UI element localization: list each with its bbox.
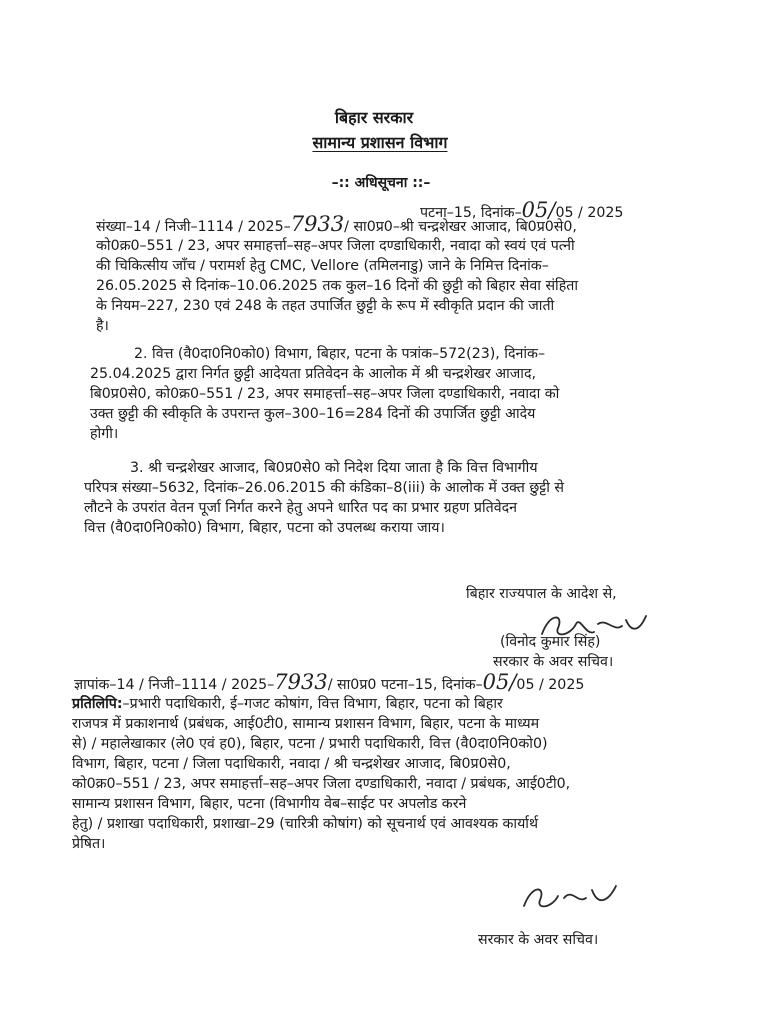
ref-number-suffix: / सा0प्र0–श्री चन्द्रशेखर आजाद, बि0प्र0से0, bbox=[344, 219, 577, 235]
copy-to-block bbox=[72, 694, 570, 854]
handwritten-memo-date: 05/ bbox=[482, 670, 517, 694]
ref-number-prefix: संख्या–14 / निजी–1114 / 2025– bbox=[96, 219, 291, 235]
text-line: विभाग, बिहार, पटना / जिला पदाधिकारी, नवादा / श्री चन्द्रशेखर आजाद, बि0प्र0से0, bbox=[72, 756, 511, 772]
text-line: लौटने के उपरांत वेतन पूर्जा निर्गत करने हेतु अपने धारित पद का प्रभार ग्रहण प्रतिवेदन bbox=[84, 500, 518, 516]
date-rest: 05 / 2025 bbox=[555, 205, 624, 221]
paragraph-1 bbox=[96, 236, 578, 336]
handwritten-memo-number: 7933 bbox=[274, 670, 328, 694]
text-line: 2. वित्त (वै0दा0नि0को0) विभाग, बिहार, पटना के पत्रांक–572(23), दिनांक– bbox=[134, 346, 546, 362]
department-title: सामान्य प्रशासन विभाग bbox=[312, 133, 448, 152]
text-line: 3. श्री चन्द्रशेखर आजाद, बि0प्र0से0 को निदेश दिया जाता है कि वित्त विभागीय bbox=[130, 460, 538, 476]
government-title: बिहार सरकार bbox=[334, 108, 414, 127]
handwritten-number: 7933 bbox=[290, 212, 345, 236]
memo-number bbox=[74, 672, 584, 695]
reference-number bbox=[96, 214, 577, 237]
text-line: को0क्र0–551 / 23, अपर समाहर्त्ता–सह–अपर जिला दण्डाधिकारी, नवादा को स्वयं एवं पत्नी bbox=[96, 238, 575, 254]
text-line: को0क्र0–551 / 23, अपर समाहर्त्ता–सह–अपर जिला दण्डाधिकारी, नवादा / प्रबंधक, आई0टी0, bbox=[72, 776, 571, 792]
memo-date-rest: 05 / 2025 bbox=[516, 677, 585, 693]
copy-label: प्रतिलिपि: bbox=[72, 696, 123, 712]
handwritten-date: 05/ bbox=[521, 198, 556, 222]
text-line: 25.04.2025 द्वारा निर्गत छुट्टी आदेयता प्रतिवेदन के आलोक में श्री चन्द्रशेखर आजाद, bbox=[90, 366, 536, 382]
text-line: 26.05.2025 से दिनांक–10.06.2025 तक कुल–16 दिनों की छुट्टी को बिहार सेवा संहिता bbox=[96, 278, 579, 294]
signature-2 bbox=[520, 876, 630, 920]
by-order-line: बिहार राज्यपाल के आदेश से, bbox=[466, 586, 617, 602]
place-date-prefix: पटना–15, दिनांक– bbox=[420, 205, 522, 221]
copy-line-first bbox=[72, 694, 570, 714]
text-line: की चिकित्सीय जाँच / परामर्श हेतु CMC, Vellore (तमिलनाडु) जाने के निमित्त दिनांक– bbox=[96, 258, 549, 274]
notification-heading: –:: अधिसूचना ::– bbox=[331, 175, 431, 191]
memo-prefix: ज्ञापांक–14 / निजी–1114 / 2025– bbox=[74, 677, 275, 693]
text-line: के नियम–227, 230 एवं 248 के तहत उपार्जित छुट्टी के रूप में स्वीकृति प्रदान की जाती bbox=[96, 298, 555, 314]
text-line: उक्त छुट्टी की स्वीकृति के उपरान्त कुल–300–16=284 दिनों की उपार्जित छुट्टी आदेय bbox=[90, 406, 536, 422]
copy-text: –प्रभारी पदाधिकारी, ई–गजट कोषांग, वित्त विभाग, बिहार, पटना को बिहार bbox=[122, 696, 503, 712]
text-line: बि0प्र0से0, को0क्र0–551 / 23, अपर समाहर्त्ता–सह–अपर जिला दण्डाधिकारी, नवादा को bbox=[90, 386, 560, 402]
text-line: से) / महालेखाकार (ले0 एवं ह0), बिहार, पटना / प्रभारी पदाधिकारी, वित्त (वै0दा0नि0को0) bbox=[72, 736, 548, 752]
text-line: राजपत्र में प्रकाशनार्थ (प्रबंधक, आई0टी0, सामान्य प्रशासन विभाग, बिहार, पटना के माध्यम bbox=[72, 716, 540, 732]
text-line: है। bbox=[96, 318, 109, 334]
text-line: हेतु) / प्रशाखा पदाधिकारी, प्रशाखा–29 (चारित्री कोषांग) को सूचनार्थ एवं आवश्यक कार्यार्थ bbox=[72, 816, 539, 832]
text-line: होगी। bbox=[90, 426, 119, 442]
signatory-name: (विनोद कुमार सिंह) bbox=[500, 634, 601, 650]
memo-suffix: / सा0प्र0 पटना–15, दिनांक– bbox=[327, 677, 483, 693]
text-line: परिपत्र संख्या–5632, दिनांक–26.06.2015 की कंडिका–8(iii) के आलोक में उक्त छुट्टी से bbox=[84, 480, 565, 496]
paragraph-3 bbox=[84, 458, 564, 538]
closing-designation: सरकार के अवर सचिव। bbox=[478, 932, 599, 948]
signatory-designation: सरकार के अवर सचिव। bbox=[493, 654, 614, 670]
text-line: वित्त (वै0दा0नि0को0) विभाग, बिहार, पटना को उपलब्ध कराया जाय। bbox=[84, 520, 445, 536]
text-line: सामान्य प्रशासन विभाग, बिहार, पटना (विभागीय वेब–साईट पर अपलोड करने bbox=[72, 796, 467, 812]
text-line: प्रेषित। bbox=[72, 836, 106, 852]
paragraph-2 bbox=[90, 344, 559, 444]
